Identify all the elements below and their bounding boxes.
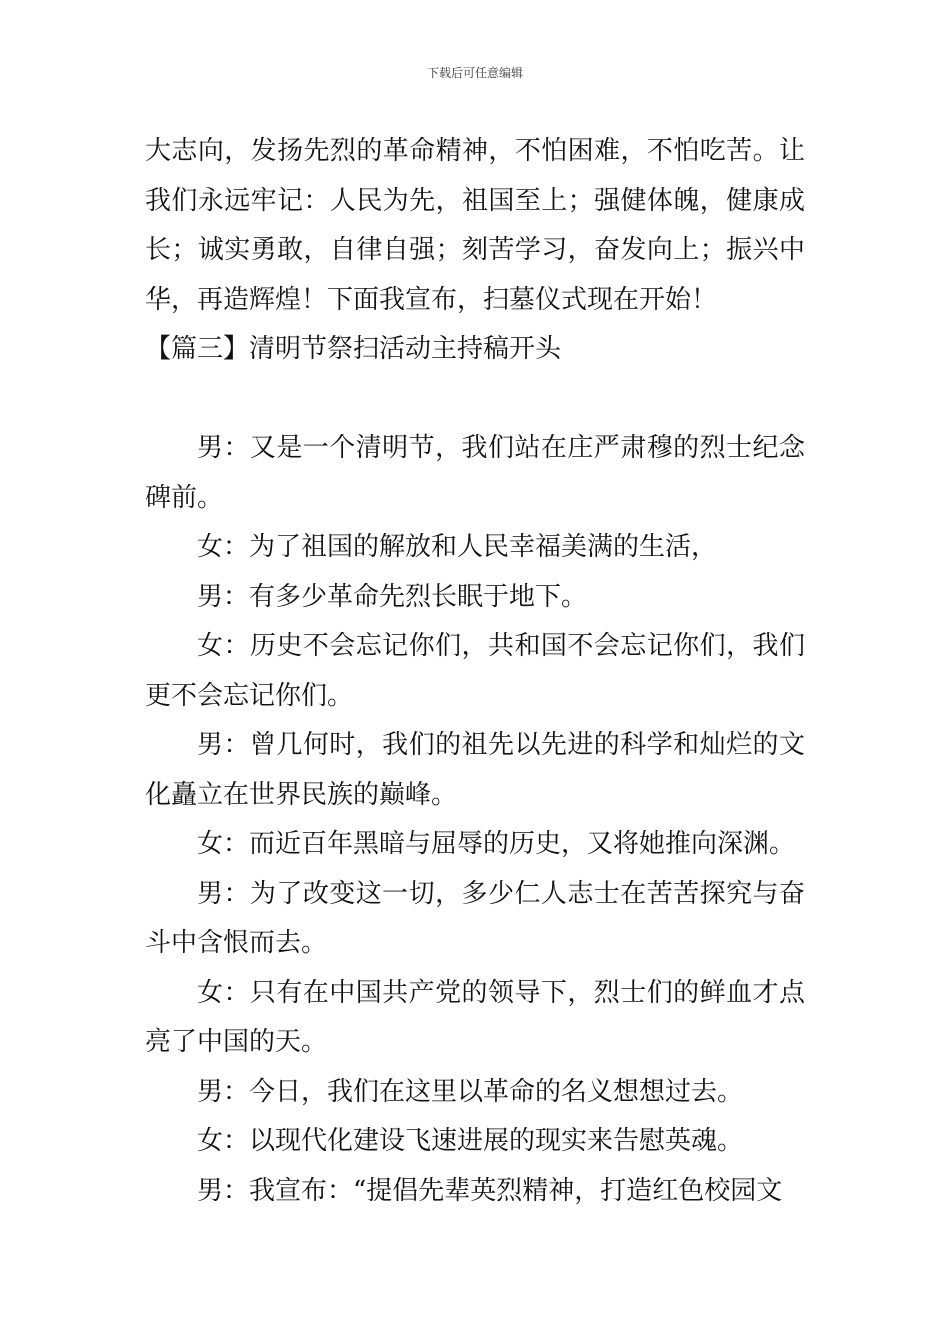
dialogue-line-6: 女：而近百年黑暗与屈辱的历史，又将她推向深渊。 — [197, 829, 796, 859]
blank-line — [145, 375, 805, 425]
paragraph-continuation: 大志向，发扬先烈的革命精神，不怕困难，不怕吃苦。让我们永远牢记：人民为先，祖国至上；强健体魄，健康成长；诚实勇敢，自律自强；刻苦学习，奋发向上；振兴中华，再造辉煌！下面我宣布，扫墓仪式现在开始！ — [145, 136, 805, 315]
dialogue-line-8: 女：只有在中国共产党的领导下，烈士们的鲜血才点亮了中国的天。 — [145, 977, 805, 1057]
page-header: 下载后可任意编辑 — [426, 66, 523, 80]
dialogue-line-7: 男：为了改变这一切，多少仁人志士在苦苦探究与奋斗中含恨而去。 — [145, 878, 805, 958]
dialogue-line-9: 男：今日，我们在这里以革命的名义想想过去。 — [197, 1076, 744, 1107]
dialogue-line-5: 男：曾几何时，我们的祖先以先进的科学和灿烂的文化矗立在世界民族的巅峰。 — [145, 730, 805, 810]
dialogue-line-4: 女：历史不会忘记你们，共和国不会忘记你们，我们更不会忘记你们。 — [145, 631, 805, 711]
dialogue-line-11: 男：我宣布：“提倡先辈英烈精神，打造红色校园文 — [197, 1175, 783, 1206]
section-heading: 【篇三】清明节祭扫活动主持稿开头 — [145, 334, 562, 364]
dialogue-line-1: 男：又是一个清明节，我们站在庄严肃穆的烈士纪念碑前。 — [145, 433, 805, 513]
dialogue-line-3: 男：有多少革命先烈长眠于地下。 — [197, 581, 588, 612]
document-body — [145, 127, 805, 1216]
dialogue-line-10: 女：以现代化建设飞速进展的现实来告慰英魂。 — [197, 1126, 744, 1156]
dialogue-line-2: 女：为了祖国的解放和人民幸福美满的生活， — [197, 532, 718, 562]
